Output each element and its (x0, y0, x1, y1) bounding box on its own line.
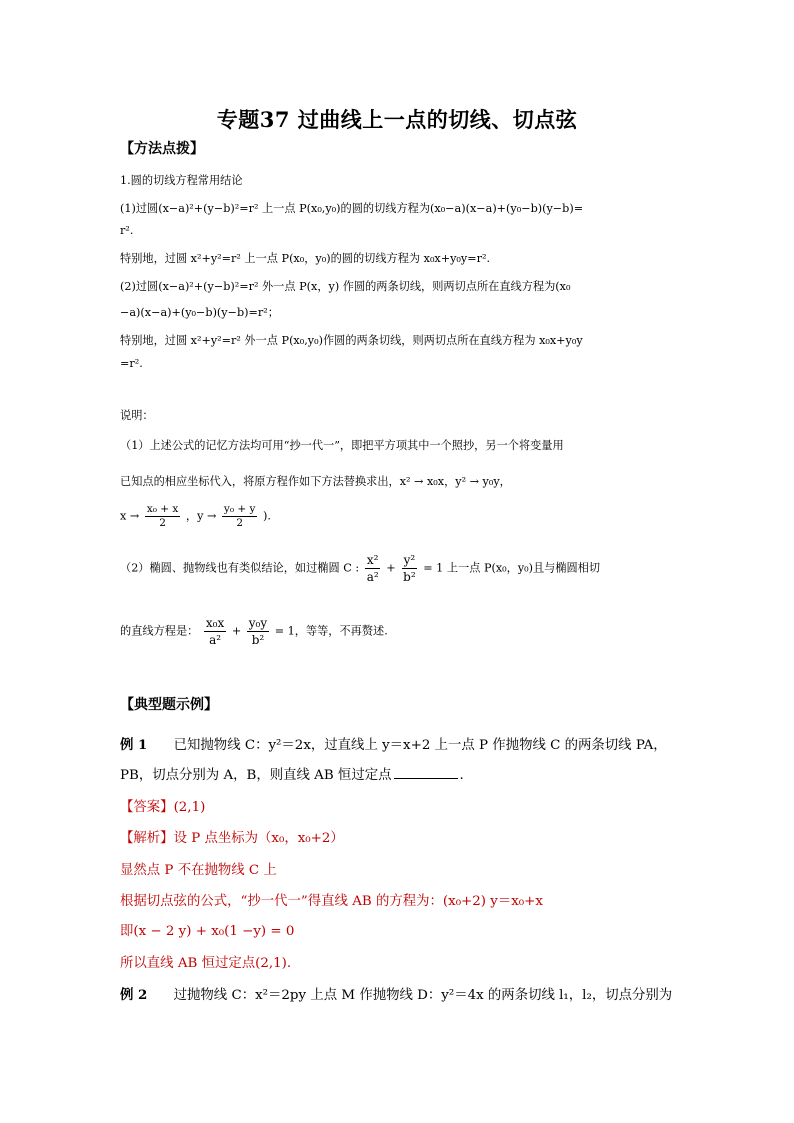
plus-sign: + (231, 624, 242, 638)
method-para1-line1: (1)过圆(x−a)²+(y−b)²=r² 上一点 P(x₀,y₀)的圆的切线方程为(x₀−a)(x−a)+(y₀−b)(y−b)= (120, 202, 584, 215)
method-para4-line2: =r². (120, 357, 143, 370)
note-item1-line1: （1）上述公式的记忆方法均可用“抄一代一”，即把平方项其中一个照抄，另一个将变量用 (120, 439, 564, 452)
example1-label: 例 1 (120, 737, 148, 753)
example1-text: 已知抛物线 C：y²＝2x，过直线上 y＝x+2 上一点 P 作抛物线 C 的两条切线 PA， (173, 738, 667, 753)
fraction-numerator: x₀x (205, 616, 225, 630)
example1-question-line1 (120, 734, 667, 753)
analysis-text: 设 P 点坐标为（x₀，x₀+2） (173, 831, 344, 846)
fraction-denominator: 2 (236, 517, 244, 529)
method-heading: 【方法点拨】 (120, 141, 204, 157)
note-y-arrow: ，y → (185, 509, 217, 523)
method-para2: 特别地，过圆 x²+y²=r² 上一点 P(x₀，y₀)的圆的切线方程为 x₀x+y₀y=r². (120, 252, 491, 265)
example1-analysis-line2: 显然点 P 不在抛物线 C 上 (120, 863, 277, 878)
fraction-x2-a2 (365, 552, 381, 585)
note-item2-line2 (120, 615, 388, 648)
example1-answer (120, 796, 205, 815)
fraction-y-midpoint (222, 503, 258, 530)
fraction-denominator: b² (251, 633, 265, 647)
note-item1-line2: 已知点的相应坐标代入，将原方程作如下方法替换求出，x² → x₀x，y² → y₀y， (120, 475, 511, 488)
example1-analysis-line1 (120, 827, 344, 846)
plus-sign: + (386, 561, 396, 575)
note-item1-line3 (120, 503, 271, 530)
fraction-denominator: a² (209, 633, 222, 647)
method-para3-line1: (2)过圆(x−a)²+(y−b)²=r² 外一点 P(x，y) 作圆的两条切线，则两切点所在直线方程为(x₀ (120, 280, 571, 293)
fraction-numerator: y₀y (248, 616, 268, 630)
example1-end: . (459, 768, 464, 783)
example1-analysis-line5: 所以直线 AB 恒过定点(2,1). (120, 956, 292, 971)
analysis-label: 【解析】 (120, 831, 174, 846)
note-item2-line1 (120, 552, 600, 585)
examples-heading: 【典型题示例】 (120, 697, 218, 713)
fraction-denominator: a² (366, 570, 379, 584)
fraction-x0x-a2 (204, 615, 226, 648)
page-title: 专题37 过曲线上一点的切线、切点弦 (216, 107, 578, 132)
fraction-denominator: 2 (159, 517, 166, 529)
fraction-y2-b2 (401, 552, 418, 585)
tangent-prefix: 的直线方程是： (120, 624, 199, 638)
fraction-numerator: y₀ + y (223, 503, 256, 515)
method-para4-line1: 特别地，过圆 x²+y²=r² 外一点 P(x₀,y₀)作圆的两条切线，则两切点所在直线方程为 x₀x+y₀y (120, 334, 583, 347)
method-item1-title: 1.圆的切线方程常用结论 (120, 174, 243, 187)
fraction-numerator: y² (403, 553, 416, 567)
note-x-arrow: x → (120, 509, 140, 523)
note-label: 说明： (120, 409, 154, 422)
method-para1-line2: r². (120, 224, 134, 237)
ellipse-prefix: （2）椭圆、抛物线也有类似结论，如过椭圆 C : (120, 561, 360, 575)
fraction-x-midpoint (145, 503, 181, 530)
tangent-suffix: = 1，等等，不再赘述. (274, 624, 388, 638)
example2-text: 过抛物线 C：x²＝2py 上点 M 作抛物线 D：y²＝4x 的两条切线 l₁，l₂，切点分别为 (173, 988, 673, 1003)
fraction-denominator: b² (403, 570, 416, 584)
example1-text-cont: PB，切点分别为 A，B，则直线 AB 恒过定点 (120, 768, 392, 783)
answer-label: 【答案】 (120, 800, 174, 815)
example2-question-line1 (120, 984, 672, 1003)
example1-analysis-line4: 即(x − 2 y) + x₀(1 −y) = 0 (120, 924, 295, 939)
answer-blank (394, 766, 458, 779)
fraction-numerator: x² (366, 553, 379, 567)
example1-question-line2 (120, 764, 464, 783)
note-end: ). (263, 509, 271, 523)
method-para3-line2: −a)(x−a)+(y₀−b)(y−b)=r²； (120, 306, 279, 319)
example2-label: 例 2 (120, 987, 148, 1003)
ellipse-suffix: = 1 上一点 P(x₀，y₀)且与椭圆相切 (423, 561, 601, 575)
fraction-numerator: x₀ + x (146, 503, 179, 515)
example1-analysis-line3: 根据切点弦的公式，“抄一代一”得直线 AB 的方程为：(x₀+2) y＝x₀+x (120, 894, 543, 909)
fraction-y0y-b2 (247, 615, 269, 648)
answer-value: (2,1) (173, 800, 206, 815)
